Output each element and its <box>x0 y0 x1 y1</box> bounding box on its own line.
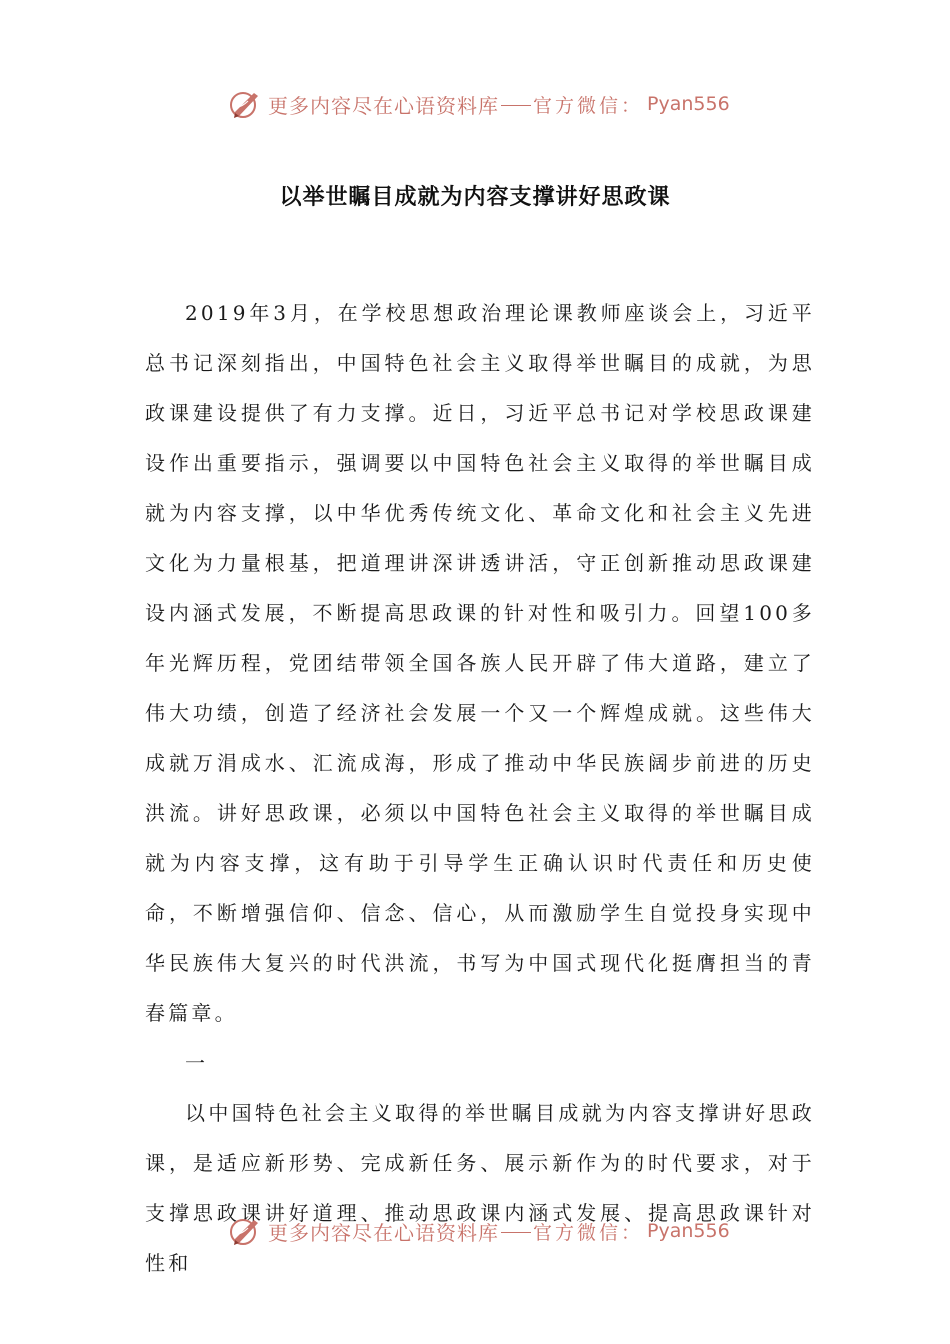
banner-brand-text: 更多内容尽在心语资料库 <box>268 1220 499 1245</box>
document-title: 以举世瞩目成就为内容支撑讲好思政课 <box>279 185 671 210</box>
banner-official-label: 官方微信： <box>533 1221 644 1244</box>
banner-wechat-id: Pyan556 <box>647 1220 730 1242</box>
pen-logo-icon <box>228 87 262 121</box>
banner-brand-text: 更多内容尽在心语资料库 <box>268 93 499 118</box>
pen-logo-icon <box>228 1214 262 1248</box>
banner-dash <box>501 105 531 106</box>
footer-watermark-banner <box>228 1211 730 1251</box>
banner-dash <box>501 1232 531 1233</box>
body-paragraph: 以中国特色社会主义取得的举世瞩目成就为内容支撑讲好思政课，是适应新形势、完成新任务、展示新作为的时代要求，对于支撑思政课讲好道理、推动思政课内涵式发展、提高思政课针对性和 <box>145 1101 815 1275</box>
body-paragraph: 2019年3月，在学校思想政治理论课教师座谈会上，习近平总书记深刻指出，中国特色社会主义取得举世瞩目的成就，为思政课建设提供了有力支撑。近日，习近平总书记对学校思政课建设作出重要指示，强调要以中国特色社会主义取得的举世瞩目成就为内容支撑，以中华优秀传统文化、革命文化和社会主义先进文化为力量根基，把道理讲深讲透讲活，守正创新推动思政课建设内涵式发展，不断提高思政课的针对性和吸引力。回望100多年光辉历程，党团结带领全国各族人民开辟了伟大道路，建立了伟大功绩，创造了经济社会发展一个又一个辉煌成就。这些伟大成就万涓成水、汇流成海，形成了推动中华民族阔步前进的历史洪流。讲好思政课，必须以中国特色社会主义取得的举世瞩目成就为内容支撑，这有助于引导学生正确认识时代责任和历史使命，不断增强信仰、信念、信心，从而激励学生自觉投身实现中华民族伟大复兴的时代洪流，书写为中国式现代化挺膺担当的青春篇章。 <box>145 301 815 1025</box>
banner-wechat-id: Pyan556 <box>647 93 730 115</box>
section-marker: 一 <box>185 1051 209 1075</box>
header-watermark-banner <box>228 84 730 124</box>
document-body <box>145 288 815 1288</box>
banner-official-label: 官方微信： <box>533 94 644 117</box>
